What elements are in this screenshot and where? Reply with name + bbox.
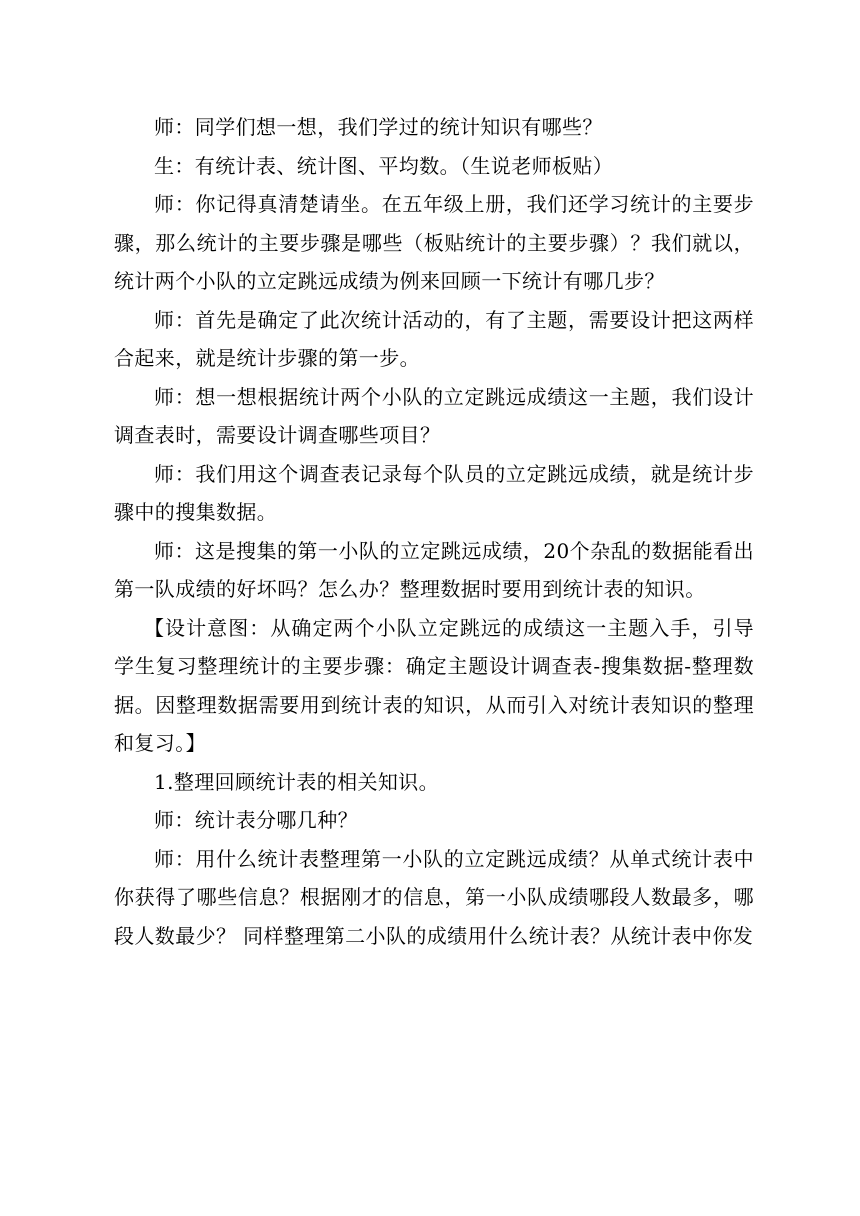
student-answer-paragraph: 生：有统计表、统计图、平均数。（生说老师板贴）	[154, 153, 614, 178]
teacher-survey-paragraph: 师：想一想根据统计两个小队的立定跳远成绩这一主题，我们设计调查表时，需要设计调查哪些项目？	[114, 384, 754, 447]
teacher-steps-paragraph: 师：你记得真清楚请坐。在五年级上册，我们还学习统计的主要步骤，那么统计的主要步骤是哪些（板贴统计的主要步骤）？我们就以，统计两个小队的立定跳远成绩为例来回顾一下统计有哪几步？	[114, 192, 754, 293]
document-body	[114, 108, 754, 955]
teacher-question-paragraph: 师：同学们想一想，我们学过的统计知识有哪些？	[154, 115, 603, 139]
teacher-table-analysis-paragraph: 师：用什么统计表整理第一小队的立定跳远成绩？从单式统计表中你获得了哪些信息？根据刚才的信息，第一小队成绩哪段人数最多，哪段人数最少？ 同样整理第二小队的成绩用什么统计表？从统计表中你发	[114, 846, 754, 948]
design-intent-paragraph: 【设计意图：从确定两个小队立定跳远的成绩这一主题入手，引导学生复习整理统计的主要步骤：确定主题设计调查表-搜集数据-整理数据。因整理数据需要用到统计表的知识，从而引入对统计表知识的整理和复习。】	[114, 615, 754, 755]
teacher-table-types-paragraph: 师：统计表分哪几种？	[154, 808, 358, 832]
teacher-first-step-paragraph: 师：首先是确定了此次统计活动的，有了主题，需要设计把这两样合起来，就是统计步骤的第一步。	[114, 307, 754, 370]
teacher-organize-data-paragraph: 师：这是搜集的第一小队的立定跳远成绩，20个杂乱的数据能看出第一队成绩的好坏吗？怎么办？整理数据时要用到统计表的知识。	[114, 538, 754, 601]
section-heading-paragraph: 1.整理回顾统计表的相关知识。	[154, 769, 440, 794]
teacher-collect-data-paragraph: 师：我们用这个调查表记录每个队员的立定跳远成绩，就是统计步骤中的搜集数据。	[114, 461, 754, 524]
